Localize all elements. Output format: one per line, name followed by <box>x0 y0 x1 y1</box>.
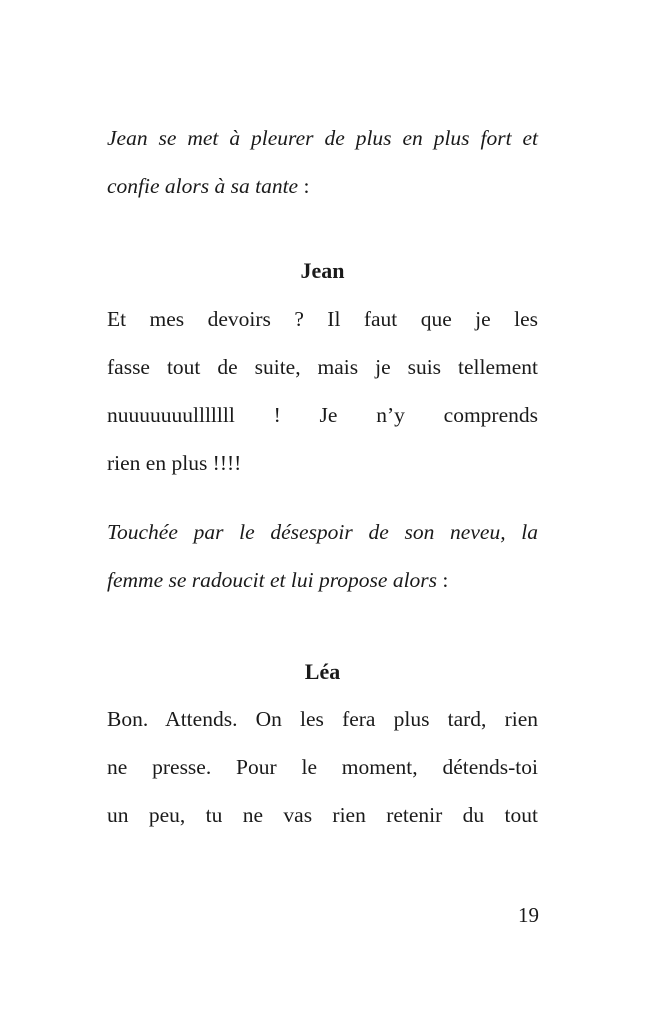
text-line-italic: femme se radoucit et lui propose alors <box>107 568 438 592</box>
text-line: nuuuuuuulllllll ! Je n’y comprends <box>107 403 538 427</box>
colon: : <box>298 174 310 198</box>
text-line: fasse tout de suite, mais je suis tellement <box>107 355 538 379</box>
text-line <box>107 556 538 604</box>
text-line: rien en plus !!!! <box>107 451 242 475</box>
speech-lea <box>107 695 538 839</box>
stage-direction-2 <box>107 508 538 604</box>
colon: : <box>437 568 449 592</box>
stage-direction-1 <box>107 114 538 210</box>
text-line <box>107 162 538 210</box>
speech-jean <box>107 295 538 487</box>
text-line: Touchée par le désespoir de son neveu, la <box>107 520 538 544</box>
text-line-italic: confie alors à sa tante <box>107 174 299 198</box>
text-line: un peu, tu ne vas rien retenir du tout <box>107 803 538 827</box>
speaker-name-lea: Léa <box>304 659 341 684</box>
text-line: Et mes devoirs ? Il faut que je les <box>107 307 538 331</box>
page-number: 19 <box>518 903 539 927</box>
text-line: Jean se met à pleurer de plus en plus fort et <box>107 126 538 150</box>
speaker-name-jean: Jean <box>300 258 345 283</box>
text-line: ne presse. Pour le moment, détends-toi <box>107 755 538 779</box>
text-line: Bon. Attends. On les fera plus tard, rien <box>107 707 538 731</box>
